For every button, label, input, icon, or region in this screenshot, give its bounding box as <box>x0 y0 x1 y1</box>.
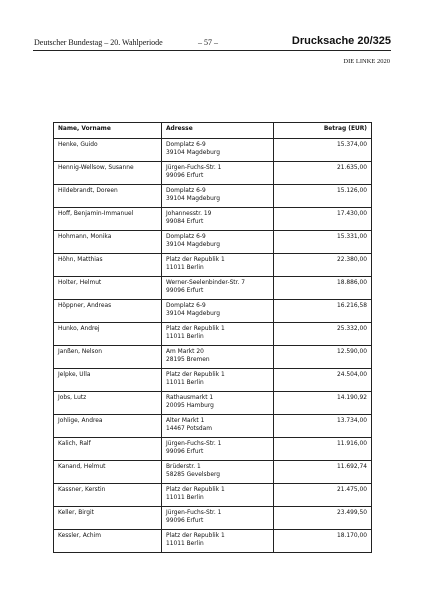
cell-name: Keller, Birgit <box>54 507 162 530</box>
address-street: Jürgen-Fuchs-Str. 1 <box>166 165 222 171</box>
address-city: 99096 Erfurt <box>166 449 204 455</box>
cell-name: Holter, Helmut <box>54 277 162 300</box>
table-row <box>54 438 372 461</box>
cell-amount: 17.430,00 <box>274 208 372 231</box>
address-city: 99096 Erfurt <box>166 288 204 294</box>
table-row <box>54 162 372 185</box>
address-street: Domplatz 6-9 <box>166 142 206 148</box>
cell-address <box>162 323 274 346</box>
cell-amount: 15.331,00 <box>274 231 372 254</box>
table-row <box>54 300 372 323</box>
header-periode: Deutscher Bundestag – 20. Wahlperiode <box>34 38 163 47</box>
cell-address <box>162 392 274 415</box>
table-row <box>54 208 372 231</box>
address-street: Platz der Republik 1 <box>166 372 225 378</box>
cell-address <box>162 530 274 553</box>
page-number: – 57 – <box>198 38 218 47</box>
cell-name: Janßen, Nelson <box>54 346 162 369</box>
cell-name: Hunko, Andrej <box>54 323 162 346</box>
cell-address <box>162 507 274 530</box>
address-street: Platz der Republik 1 <box>166 326 225 332</box>
table-row <box>54 323 372 346</box>
address-street: Johannesstr. 19 <box>166 211 212 217</box>
table-row <box>54 185 372 208</box>
address-street: Brüderstr. 1 <box>166 464 201 470</box>
cell-address <box>162 415 274 438</box>
cell-amount: 24.504,00 <box>274 369 372 392</box>
address-city: 58285 Gevelsberg <box>166 472 221 478</box>
column-header-name: Name, Vorname <box>54 123 162 139</box>
address-street: Domplatz 6-9 <box>166 188 206 194</box>
cell-address <box>162 185 274 208</box>
cell-name: Hoff, Benjamin-Immanuel <box>54 208 162 231</box>
address-street: Werner-Seelenbinder-Str. 7 <box>166 280 245 286</box>
header-divider <box>33 50 391 51</box>
cell-amount: 11.916,00 <box>274 438 372 461</box>
table-row <box>54 484 372 507</box>
cell-name: Jobs, Lutz <box>54 392 162 415</box>
address-city: 11011 Berlin <box>166 495 204 501</box>
cell-amount: 22.380,00 <box>274 254 372 277</box>
cell-address <box>162 300 274 323</box>
cell-amount: 16.216,58 <box>274 300 372 323</box>
cell-address <box>162 231 274 254</box>
cell-amount: 21.475,00 <box>274 484 372 507</box>
table-row <box>54 392 372 415</box>
cell-address <box>162 139 274 162</box>
cell-name: Hohmann, Monika <box>54 231 162 254</box>
cell-address <box>162 484 274 507</box>
address-street: Domplatz 6-9 <box>166 234 206 240</box>
cell-name: Kessler, Achim <box>54 530 162 553</box>
cell-name: Henke, Guido <box>54 139 162 162</box>
address-city: 11011 Berlin <box>166 541 204 547</box>
address-city: 39104 Magdeburg <box>166 311 220 317</box>
table-row <box>54 231 372 254</box>
cell-name: Hildebrandt, Doreen <box>54 185 162 208</box>
cell-address <box>162 461 274 484</box>
table-row <box>54 507 372 530</box>
table-row <box>54 139 372 162</box>
address-street: Platz der Republik 1 <box>166 533 225 539</box>
address-street: Platz der Republik 1 <box>166 487 225 493</box>
cell-address <box>162 346 274 369</box>
cell-amount: 13.734,00 <box>274 415 372 438</box>
cell-name: Hennig-Wellsow, Susanne <box>54 162 162 185</box>
cell-amount: 21.635,00 <box>274 162 372 185</box>
column-header-address: Adresse <box>162 123 274 139</box>
cell-amount: 11.692,74 <box>274 461 372 484</box>
address-city: 39104 Magdeburg <box>166 242 220 248</box>
address-city: 14467 Potsdam <box>166 426 213 432</box>
donation-table <box>53 122 372 553</box>
table-row <box>54 346 372 369</box>
cell-amount: 12.590,00 <box>274 346 372 369</box>
cell-amount: 18.886,00 <box>274 277 372 300</box>
cell-address <box>162 162 274 185</box>
address-city: 28195 Bremen <box>166 357 210 363</box>
table-row <box>54 254 372 277</box>
cell-amount: 15.126,00 <box>274 185 372 208</box>
cell-name: Kanand, Helmut <box>54 461 162 484</box>
address-street: Rathausmarkt 1 <box>166 395 214 401</box>
table-row <box>54 461 372 484</box>
cell-name: Höhn, Matthias <box>54 254 162 277</box>
party-label: DIE LINKE 2020 <box>343 58 390 65</box>
document-number: Drucksache 20/325 <box>291 35 391 47</box>
cell-name: Kalich, Ralf <box>54 438 162 461</box>
cell-name: Jelpke, Ulla <box>54 369 162 392</box>
cell-address <box>162 369 274 392</box>
cell-amount: 15.374,00 <box>274 139 372 162</box>
address-city: 99096 Erfurt <box>166 173 204 179</box>
address-city: 39104 Magdeburg <box>166 150 220 156</box>
address-street: Am Markt 20 <box>166 349 204 355</box>
cell-amount: 18.170,00 <box>274 530 372 553</box>
address-city: 99084 Erfurt <box>166 219 204 225</box>
table-row <box>54 277 372 300</box>
address-city: 20095 Hamburg <box>166 403 214 409</box>
table-header-row <box>54 123 372 139</box>
table-row <box>54 530 372 553</box>
address-street: Alter Markt 1 <box>166 418 205 424</box>
address-city: 39104 Magdeburg <box>166 196 220 202</box>
cell-address <box>162 438 274 461</box>
cell-name: Johlige, Andrea <box>54 415 162 438</box>
address-city: 11011 Berlin <box>166 334 204 340</box>
column-header-amount: Betrag (EUR) <box>274 123 372 139</box>
address-street: Jürgen-Fuchs-Str. 1 <box>166 441 222 447</box>
cell-amount: 23.499,50 <box>274 507 372 530</box>
address-street: Platz der Republik 1 <box>166 257 225 263</box>
cell-address <box>162 254 274 277</box>
table-row <box>54 415 372 438</box>
address-city: 11011 Berlin <box>166 380 204 386</box>
address-street: Jürgen-Fuchs-Str. 1 <box>166 510 222 516</box>
cell-amount: 25.332,00 <box>274 323 372 346</box>
cell-name: Kassner, Kerstin <box>54 484 162 507</box>
cell-address <box>162 208 274 231</box>
table-row <box>54 369 372 392</box>
address-street: Domplatz 6-9 <box>166 303 206 309</box>
cell-name: Höppner, Andreas <box>54 300 162 323</box>
cell-address <box>162 277 274 300</box>
address-city: 11011 Berlin <box>166 265 204 271</box>
cell-amount: 14.190,92 <box>274 392 372 415</box>
address-city: 99096 Erfurt <box>166 518 204 524</box>
